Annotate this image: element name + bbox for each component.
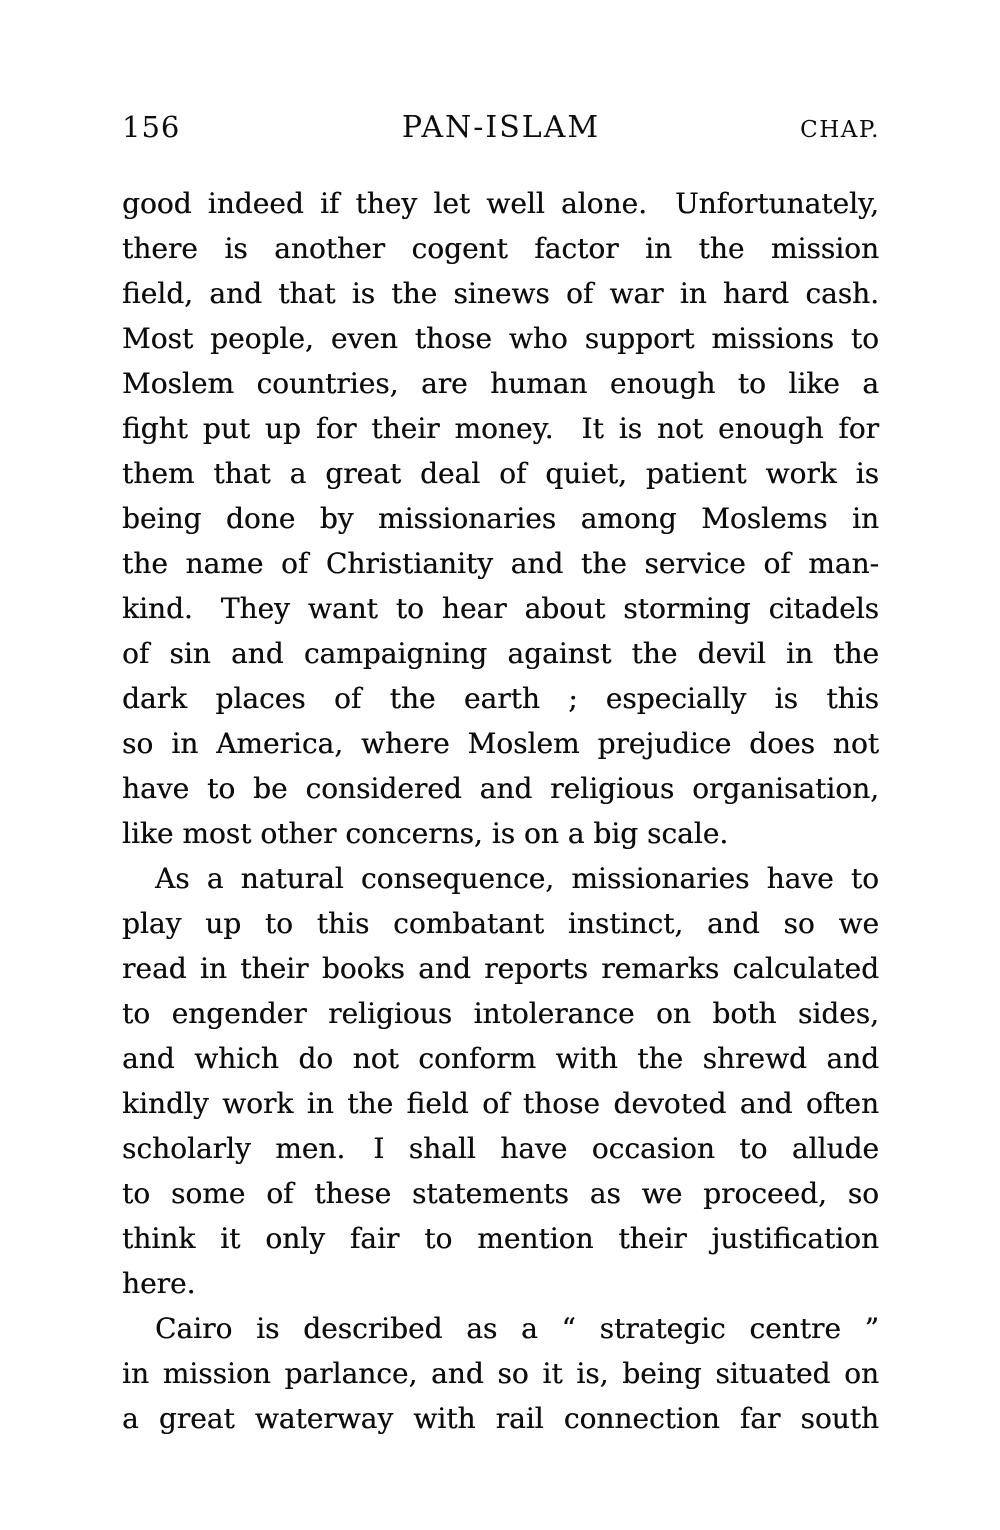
text-line: in mission parlance, and so it is, being situated on bbox=[122, 1357, 879, 1390]
page-text bbox=[122, 181, 879, 1441]
text-line: dark places of the earth ; especially is this bbox=[122, 682, 879, 715]
text-line: play up to this combatant instinct, and so we bbox=[122, 907, 879, 940]
text-line: Most people, even those who support missions to bbox=[122, 322, 879, 355]
text-line: kind. They want to hear about storming citadels bbox=[122, 592, 879, 625]
text-line: a great waterway with rail connection far south bbox=[122, 1402, 879, 1435]
text-line: kindly work in the field of those devoted and often bbox=[122, 1087, 879, 1120]
text-line: to engender religious intolerance on both sides, bbox=[122, 997, 879, 1030]
page-header bbox=[122, 110, 880, 145]
text-line: field, and that is the sinews of war in hard cash. bbox=[122, 277, 879, 310]
text-line: the name of Christianity and the service of man- bbox=[122, 547, 879, 580]
text-line: fight put up for their money. It is not enough for bbox=[122, 412, 879, 445]
text-line: of sin and campaigning against the devil in the bbox=[122, 637, 879, 670]
text-line: read in their books and reports remarks calculated bbox=[122, 952, 879, 985]
text-line: being done by missionaries among Moslems in bbox=[122, 502, 879, 535]
text-line: so in America, where Moslem prejudice does not bbox=[122, 727, 879, 760]
text-line: and which do not conform with the shrewd and bbox=[122, 1042, 879, 1075]
chapter-label: CHAP. bbox=[800, 117, 880, 143]
text-line: As a natural consequence, missionaries have to bbox=[155, 862, 879, 895]
text-line: scholarly men. I shall have occasion to allude bbox=[122, 1132, 879, 1165]
text-line: Cairo is described as a “ strategic centre ” bbox=[155, 1312, 879, 1345]
running-title: PAN-ISLAM bbox=[401, 110, 601, 145]
text-line: good indeed if they let well alone. Unfortunately, bbox=[122, 187, 879, 220]
text-line: them that a great deal of quiet, patient work is bbox=[122, 457, 879, 490]
page-number: 156 bbox=[122, 110, 181, 144]
text-line: think it only fair to mention their justification bbox=[122, 1222, 879, 1255]
text-line: have to be considered and religious organisation, bbox=[122, 772, 879, 805]
text-line: here. bbox=[122, 1267, 196, 1300]
text-line: to some of these statements as we proceed, so bbox=[122, 1177, 879, 1210]
text-line: Moslem countries, are human enough to like a bbox=[122, 367, 879, 400]
text-line: there is another cogent factor in the mission bbox=[122, 232, 879, 265]
text-line: like most other concerns, is on a big scale. bbox=[122, 817, 729, 850]
